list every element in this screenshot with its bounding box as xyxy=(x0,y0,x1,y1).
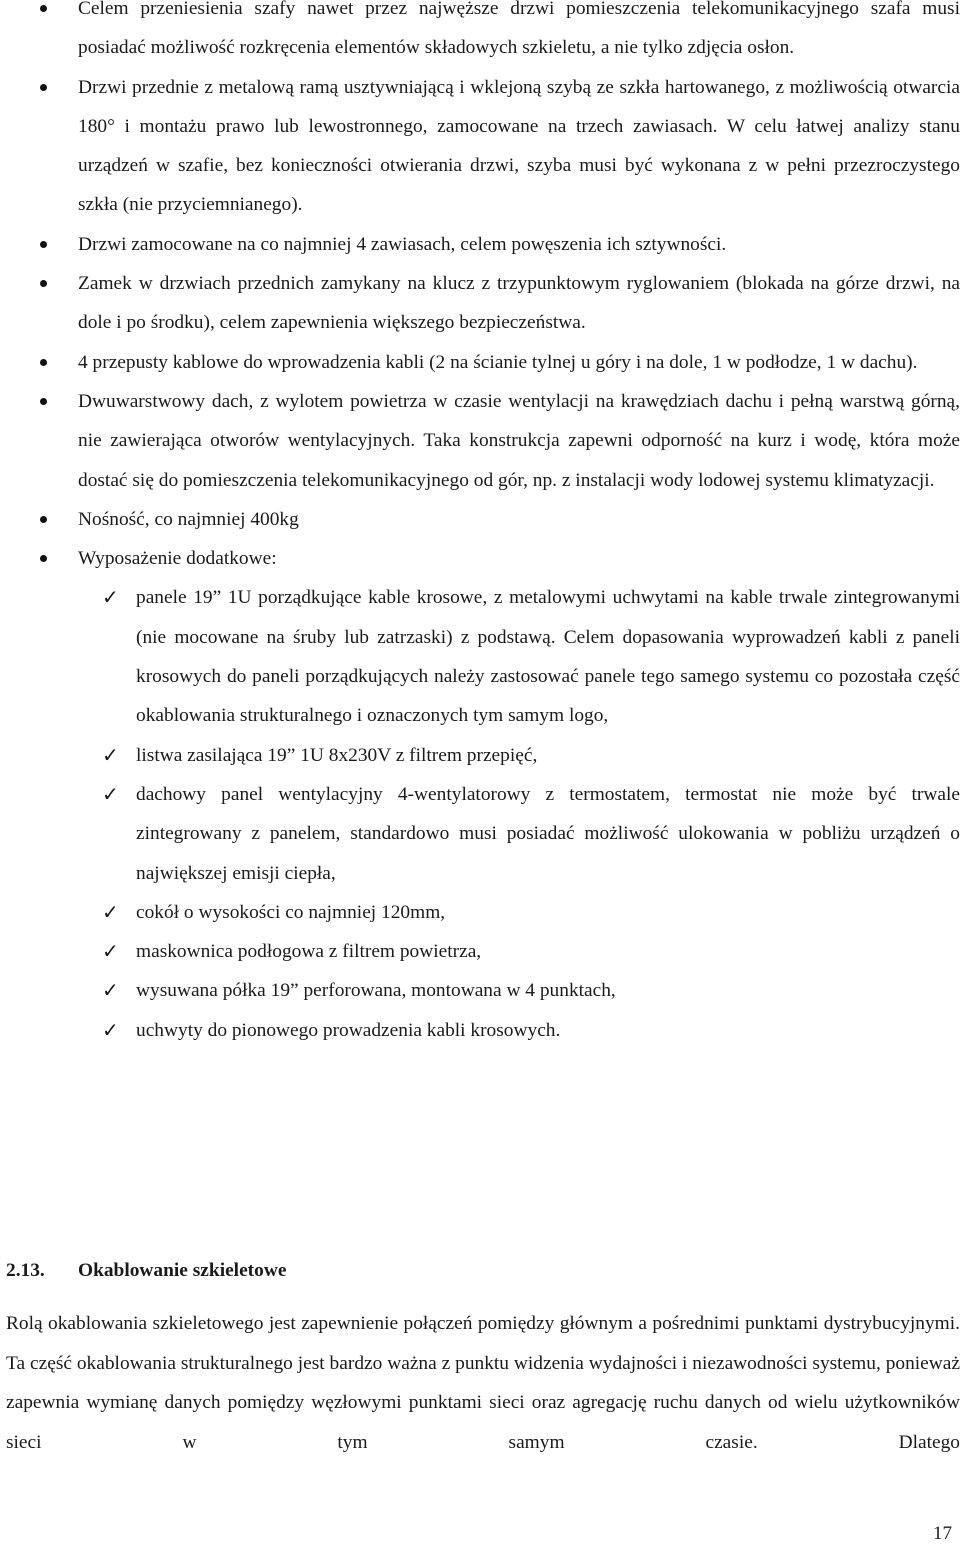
bullet-icon xyxy=(40,241,47,248)
bullet-icon xyxy=(40,516,47,523)
section-heading xyxy=(6,1260,286,1282)
list-item xyxy=(0,0,960,68)
list-item xyxy=(0,68,960,225)
bullet-icon xyxy=(40,280,47,287)
equipment-item xyxy=(78,736,960,775)
checkmark-icon: ✓ xyxy=(102,1017,119,1042)
section-number: 2.13. xyxy=(6,1260,45,1281)
equipment-item xyxy=(78,932,960,971)
list-item-text: Drzwi przednie z metalową ramą usztywniającą i wklejoną szybą ze szkła hartowanego, z możliwością otwarcia 180° i montażu prawo lub lewostronnego, zamocowane na trzech zawiasach. W celu łatwej analizy stanu urządzeń w szafie, bez konieczności otwierania drzwi, szyba musi być wykonana z w pełni przezroczystego szkła (nie przyciemnianego). xyxy=(78,76,960,216)
list-item xyxy=(0,500,960,539)
list-item-text: Celem przeniesienia szafy nawet przez najwęższe drzwi pomieszczenia telekomunikacyjnego szafa musi posiadać możliwość rozkręcenia elementów składowych szkieletu, a nie tylko zdjęcia osłon. xyxy=(78,0,960,59)
equipment-item-text: listwa zasilająca 19” 1U 8x230V z filtrem przepięć, xyxy=(136,744,538,766)
equipment-item xyxy=(78,893,960,932)
list-item-text: Drzwi zamocowane na co najmniej 4 zawiasach, celem powęszenia ich sztywności. xyxy=(78,233,727,255)
section-title: Okablowanie szkieletowe xyxy=(78,1260,287,1281)
equipment-item-text: maskownica podłogowa z filtrem powietrza, xyxy=(136,941,482,963)
checkmark-icon: ✓ xyxy=(102,781,119,806)
equipment-item xyxy=(78,578,960,735)
equipment-item xyxy=(78,971,960,1010)
equipment-item xyxy=(78,1011,960,1050)
list-item-text: Zamek w drzwiach przednich zamykany na klucz z trzypunktowym ryglowaniem (blokada na górze drzwi, na dole i po środku), celem zapewnienia większego bezpieczeństwa. xyxy=(78,273,960,334)
list-item-text: Nośność, co najmniej 400kg xyxy=(78,508,299,530)
list-item-text: Wyposażenie dodatkowe: xyxy=(78,548,277,570)
equipment-item-text: cokół o wysokości co najmniej 120mm, xyxy=(136,901,446,923)
bullet-icon xyxy=(40,359,47,366)
list-item-text: Dwuwarstwowy dach, z wylotem powietrza w czasie wentylacji na krawędziach dachu i pełną warstwą górną, nie zawierająca otworów wentylacyjnych. Taka konstrukcja zapewni odporność na kurz i wodę, która może dostać się do pomieszczenia telekomunikacyjnego od gór, np. z instalacji wody lodowej systemu klimatyzacji. xyxy=(78,390,960,491)
list-item xyxy=(0,225,960,264)
checkmark-icon: ✓ xyxy=(102,742,119,767)
equipment-item xyxy=(78,775,960,893)
bullet-icon xyxy=(40,5,47,12)
list-item xyxy=(0,343,960,382)
list-item-text: 4 przepusty kablowe do wprowadzenia kabli (2 na ścianie tylnej u góry i na dole, 1 w podłodze, 1 w dachu). xyxy=(78,351,918,373)
checkmark-icon: ✓ xyxy=(102,939,119,964)
checkmark-icon: ✓ xyxy=(102,899,119,924)
equipment-item-text: panele 19” 1U porządkujące kable krosowe, z metalowymi uchwytami na kable trwale zintegrowanymi (nie mocowane na śruby lub zatrzaski) z podstawą. Celem dopasowania wyprowadzeń kabli z paneli krosowych do paneli porządkujących należy zastosować panele tego samego systemu co pozostała część okablowania strukturalnego i oznaczonych tym samym logo, xyxy=(136,587,960,727)
bullet-icon xyxy=(40,398,47,405)
equipment-item-text: dachowy panel wentylacyjny 4-wentylatorowy z termostatem, termostat nie może być trwale zintegrowany z panelem, standardowo musi posiadać możliwość ulokowania w pobliżu urządzeń o największej emisji ciepła, xyxy=(136,783,960,884)
bullet-icon xyxy=(40,555,47,562)
equipment-item-text: wysuwana półka 19” perforowana, montowana w 4 punktach, xyxy=(136,980,616,1002)
checkmark-icon: ✓ xyxy=(102,585,119,610)
list-item xyxy=(0,539,960,1050)
list-item xyxy=(0,264,960,343)
checkmark-icon: ✓ xyxy=(102,978,119,1003)
page-number: 17 xyxy=(933,1523,952,1544)
section-paragraph: Rolą okablowania szkieletowego jest zapewnienie połączeń pomiędzy głównym a pośrednimi punktami dystrybucyjnymi. Ta część okablowania strukturalnego jest bardzo ważna z punktu widzenia wydajności i niezawodności systemu, ponieważ zapewnia wymianę danych pomiędzy węzłowymi punktami sieci oraz agregację ruchu danych od wielu użytkowników sieci w tym samym czasie. Dlatego xyxy=(6,1313,960,1453)
bullet-icon xyxy=(40,84,47,91)
equipment-item-text: uchwyty do pionowego prowadzenia kabli krosowych. xyxy=(136,1019,561,1041)
equipment-list xyxy=(78,578,960,1050)
list-item xyxy=(0,382,960,500)
